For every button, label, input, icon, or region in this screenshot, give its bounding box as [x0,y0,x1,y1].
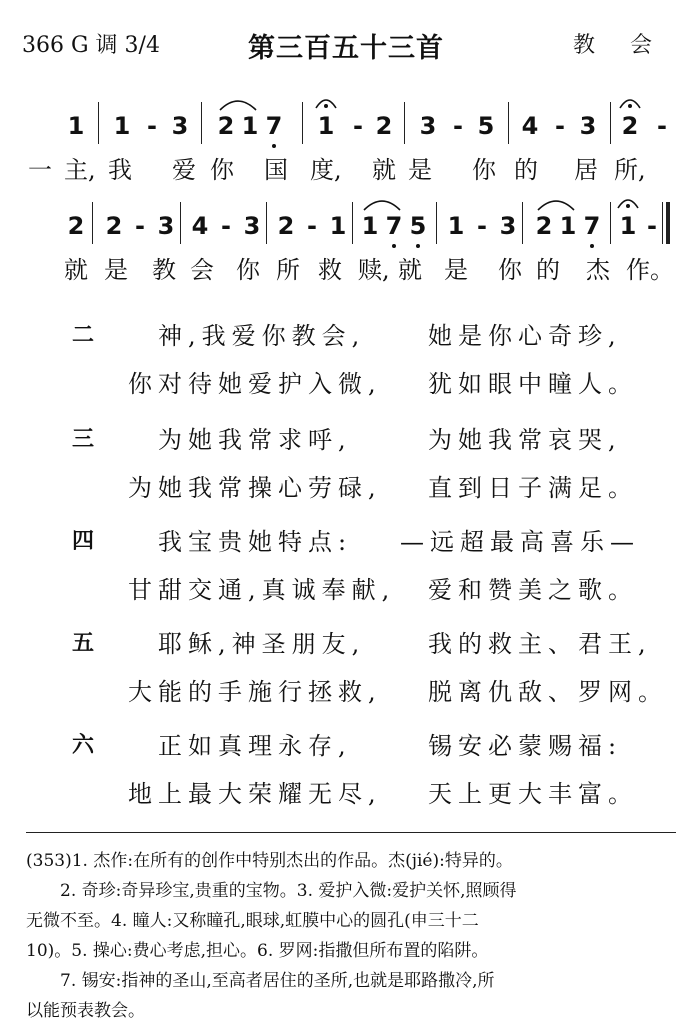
octave-dot [416,244,420,248]
note: 7 [583,212,601,240]
note: 1 [67,112,85,140]
barline [436,202,437,244]
stanza-line: 直到日子满足。 [428,474,638,502]
lyric-syllable: 的 [514,156,538,184]
lyric-syllable: 你 [210,156,234,184]
lyric-syllable: 赎, [358,256,390,284]
lyric-syllable: 救 [318,256,342,284]
lyric-syllable: 我 [108,156,132,184]
dash: - [453,112,463,140]
stanza-line: —远超最高喜乐— [400,528,640,556]
lyric-syllable: 就 [398,256,422,284]
lyric-syllable: 的 [536,256,560,284]
note: 7 [385,212,403,240]
note: 1 [619,212,637,240]
dash: - [147,112,157,140]
barline [180,202,181,244]
lyric-syllable: 国 [264,156,288,184]
stanza-line: 耶稣,神圣朋友, [158,630,366,658]
note: 2 [375,112,393,140]
fermata [616,194,640,212]
dash: - [657,112,667,140]
note: 2 [621,112,639,140]
lyric-syllable: 主, [64,156,96,184]
hymn-category: 教 会 [573,33,666,58]
footnote-line: 无微不至。4. 瞳人:又称瞳孔,眼球,虹膜中心的圆孔(申三十二 [26,911,479,931]
note: 1 [329,212,347,240]
stanza-line: 正如真理永存, [158,732,352,760]
final-barline [666,202,670,244]
slur [536,196,576,212]
lyric-syllable: 是 [408,156,432,184]
note: 1 [447,212,465,240]
lyric-syllable: 你 [236,256,260,284]
lyric-syllable: 就 [64,256,88,284]
lyric-syllable: 所, [614,156,646,184]
note: 4 [521,112,539,140]
stanza-line: 我宝贵她特点: [158,528,353,556]
stanza-line: 犹如眼中瞳人。 [428,370,638,398]
lyric-syllable: 是 [104,256,128,284]
fermata [314,94,338,112]
note: 7 [265,112,283,140]
octave-dot [392,244,396,248]
stanza-line: 我的救主、君王, [428,630,652,658]
lyric-syllable: 是 [444,256,468,284]
lyrics-line-1 [0,150,700,182]
stanza-number: 六 [72,733,95,758]
note: 5 [409,212,427,240]
note: 3 [157,212,175,240]
note: 1 [361,212,379,240]
lyric-syllable: 一 [28,156,52,184]
barline [302,102,303,144]
barline [610,102,611,144]
lyrics-line-2 [0,250,700,282]
note: 3 [243,212,261,240]
note: 4 [191,212,209,240]
footnote-line: (353)1. 杰作:在所有的创作中特别杰出的作品。杰(jié):特异的。 [26,851,513,871]
barline [266,202,267,244]
lyric-syllable: 你 [472,156,496,184]
note: 1 [113,112,131,140]
footnote-divider [26,832,676,833]
dash: - [555,112,565,140]
hymn-number-key-time: 366 G 调 3/4 [22,33,160,58]
barline [522,202,523,244]
lyric-syllable: 作。 [626,256,674,284]
note: 1 [241,112,259,140]
dash: - [353,112,363,140]
stanza-line: 为她我常哀哭, [428,426,622,454]
note: 3 [499,212,517,240]
stanza-line: 甘甜交通,真诚奉献, [128,576,396,604]
stanza-line: 神,我爱你教会, [158,322,366,350]
barline [404,102,405,144]
lyric-syllable: 度, [310,156,342,184]
note: 2 [217,112,235,140]
lyric-syllable: 你 [498,256,522,284]
fermata [618,94,642,112]
barline [201,102,202,144]
octave-dot [272,144,276,148]
barline [98,102,99,144]
note: 5 [477,112,495,140]
footnote-line: 2. 奇珍:奇异珍宝,贵重的宝物。3. 爱护入微:爱护关怀,照顾得 [26,881,517,901]
note: 3 [579,112,597,140]
barline [352,202,353,244]
note: 3 [419,112,437,140]
footnote-line: 以能预表教会。 [26,1001,145,1021]
dash: - [477,212,487,240]
lyric-syllable: 爱 [172,156,196,184]
barline [508,102,509,144]
footnote-line: 7. 锡安:指神的圣山,至高者居住的圣所,也就是耶路撒冷,所 [26,971,495,991]
stanza-line: 大能的手施行拯救, [128,678,382,706]
stanza-number: 四 [72,529,95,554]
note: 1 [317,112,335,140]
stanza-number: 三 [72,427,95,452]
stanza-line: 锡安必蒙赐福: [428,732,623,760]
lyric-syllable: 居 [574,156,598,184]
hymn-header [0,28,700,64]
lyric-syllable: 所 [276,256,300,284]
slur [362,196,402,212]
stanza-line: 爱和赞美之歌。 [428,576,638,604]
note: 2 [535,212,553,240]
note: 2 [277,212,295,240]
lyric-syllable: 就 [372,156,396,184]
dash: - [307,212,317,240]
stanza-line: 天上更大丰富。 [428,780,638,808]
lyric-syllable: 会 [190,256,214,284]
slur [218,96,258,112]
dash: - [135,212,145,240]
stanza-line: 你对待她爱护入微, [128,370,382,398]
stanza-line: 她是你心奇珍, [428,322,622,350]
octave-dot [590,244,594,248]
barline [610,202,611,244]
stanza-line: 脱离仇敌、罗网。 [428,678,668,706]
note: 3 [171,112,189,140]
stanza-line: 为她我常求呼, [158,426,352,454]
note: 2 [67,212,85,240]
dash: - [647,212,657,240]
stanza-number: 五 [72,631,95,656]
footnotes [26,846,676,1026]
dash: - [221,212,231,240]
footnote-line: 10)。5. 操心:费心考虑,担心。6. 罗网:指撒但所布置的陷阱。 [26,941,489,961]
barline [92,202,93,244]
barline [662,202,663,244]
lyric-syllable: 杰 [586,256,610,284]
note: 2 [105,212,123,240]
note: 1 [559,212,577,240]
stanza-number: 二 [72,323,95,348]
stanza-line: 地上最大荣耀无尽, [128,780,382,808]
stanza-line: 为她我常操心劳碌, [128,474,382,502]
hymn-title: 第三百五十三首 [248,33,444,64]
lyric-syllable: 教 [152,256,176,284]
